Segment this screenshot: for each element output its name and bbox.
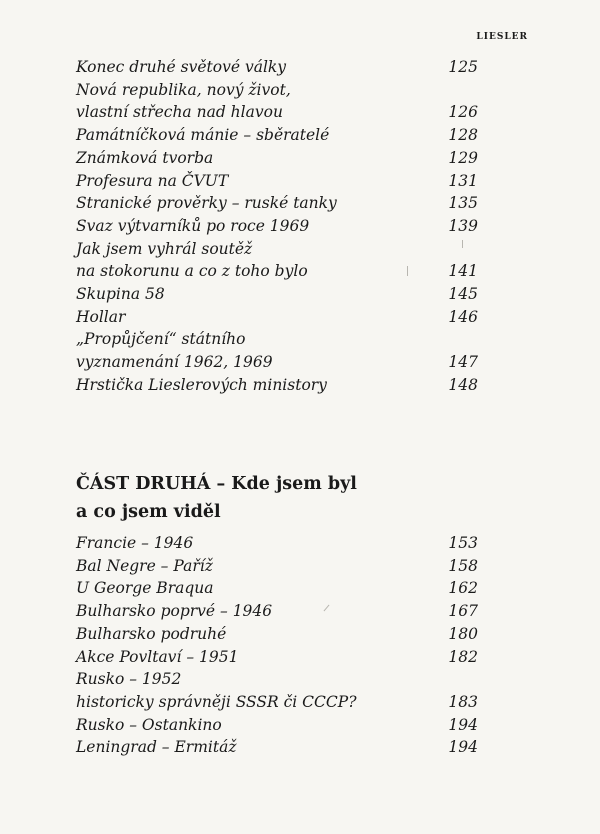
toc-entry-page: 135	[448, 194, 478, 213]
toc-entry	[76, 555, 478, 578]
toc-entry-title: Bal Negre – Paříž	[76, 556, 213, 575]
toc-entry-page: 158	[448, 556, 478, 575]
toc-entry-title: Konec druhé světové války	[76, 58, 287, 76]
toc-entry-title: Stranické prověrky – ruské tanky	[76, 194, 337, 213]
toc-entry	[76, 668, 478, 691]
toc-entry-page: 162	[448, 579, 478, 598]
running-head: LIESLER	[476, 32, 528, 42]
part-two-heading	[76, 470, 496, 526]
toc-entry-page: 139	[448, 216, 478, 235]
toc-entry	[76, 192, 478, 215]
toc-entry	[76, 532, 478, 555]
toc-list-part1	[76, 56, 478, 397]
toc-entry-title: Hollar	[76, 307, 126, 326]
toc-list-part2	[76, 532, 478, 759]
toc-entry-page: 128	[448, 126, 478, 145]
toc-entry-title: Rusko – 1952	[76, 670, 182, 689]
toc-entry	[76, 101, 478, 124]
toc-entry-title: vyznamenání 1962, 1969	[76, 353, 273, 372]
toc-entry-page: 180	[448, 624, 478, 643]
toc-entry	[76, 714, 478, 737]
toc-entry-title: vlastní střecha nad hlavou	[76, 103, 283, 122]
toc-entry-title: Bulharsko podruhé	[76, 624, 227, 643]
toc-entry-title: Leningrad – Ermitáž	[76, 738, 237, 757]
toc-entry-page: 194	[448, 715, 478, 734]
part-two-heading-line2: a co jsem viděl	[76, 502, 221, 522]
toc-entry-page: 129	[448, 148, 478, 167]
toc-entry	[76, 736, 478, 759]
toc-entry-page: 125	[448, 58, 478, 76]
toc-entry	[76, 170, 478, 193]
toc-entry	[76, 215, 478, 238]
toc-entry-page: 153	[448, 534, 478, 552]
toc-entry-page: 126	[448, 103, 478, 122]
paper-mark	[407, 266, 408, 276]
toc-entry-title: Francie – 1946	[76, 534, 194, 552]
toc-entry	[76, 306, 478, 329]
toc-entry-title: Památníčková mánie – sběratelé	[76, 126, 330, 145]
toc-entry	[76, 577, 478, 600]
toc-entry	[76, 351, 478, 374]
toc-entry	[76, 56, 478, 79]
toc-entry-page: 167	[448, 602, 478, 621]
toc-entry-title: Bulharsko poprvé – 1946	[76, 602, 273, 621]
toc-entry-title: na stokorunu a co z toho bylo	[76, 262, 308, 281]
toc-entry-page: 182	[448, 647, 478, 666]
toc-entry-page: 146	[448, 307, 478, 326]
toc-entry	[76, 646, 478, 669]
toc-entry-title: „Propůjčení“ státního	[76, 330, 246, 349]
toc-entry-title: Svaz výtvarníků po roce 1969	[76, 216, 310, 235]
toc-entry	[76, 238, 478, 261]
toc-entry-title: Rusko – Ostankino	[76, 715, 222, 734]
toc-entry	[76, 600, 478, 623]
toc-entry-page: 194	[448, 738, 478, 757]
toc-entry-page: 147	[448, 353, 478, 372]
toc-entry	[76, 283, 478, 306]
toc-entry-title: Profesura na ČVUT	[76, 171, 229, 190]
toc-entry-title: Nová republika, nový život,	[76, 80, 291, 99]
toc-entry	[76, 124, 478, 147]
toc-entry	[76, 79, 478, 102]
toc-entry-page: 141	[448, 262, 478, 281]
toc-entry	[76, 328, 478, 351]
paper-mark	[462, 240, 463, 248]
toc-entry	[76, 260, 478, 283]
toc-entry-title: Jak jsem vyhrál soutěž	[76, 239, 253, 258]
toc-entry-page: 145	[448, 285, 478, 304]
toc-entry	[76, 691, 478, 714]
toc-entry-title: historicky správněji SSSR či CCCP?	[76, 692, 357, 711]
part-two-heading-line1: ČÁST DRUHÁ – Kde jsem byl	[76, 474, 357, 494]
toc-entry-page: 183	[448, 692, 478, 711]
toc-entry-title: U George Braqua	[76, 579, 214, 598]
toc-entry	[76, 374, 478, 397]
toc-entry-page: 131	[448, 171, 478, 190]
toc-entry-page: 148	[448, 375, 478, 394]
toc-entry-title: Hrstička Lieslerových ministory	[76, 375, 327, 394]
toc-entry	[76, 147, 478, 170]
toc-entry	[76, 623, 478, 646]
toc-entry-title: Známková tvorba	[76, 148, 214, 167]
toc-entry-title: Akce Povltaví – 1951	[76, 647, 239, 666]
toc-entry-title: Skupina 58	[76, 285, 165, 304]
